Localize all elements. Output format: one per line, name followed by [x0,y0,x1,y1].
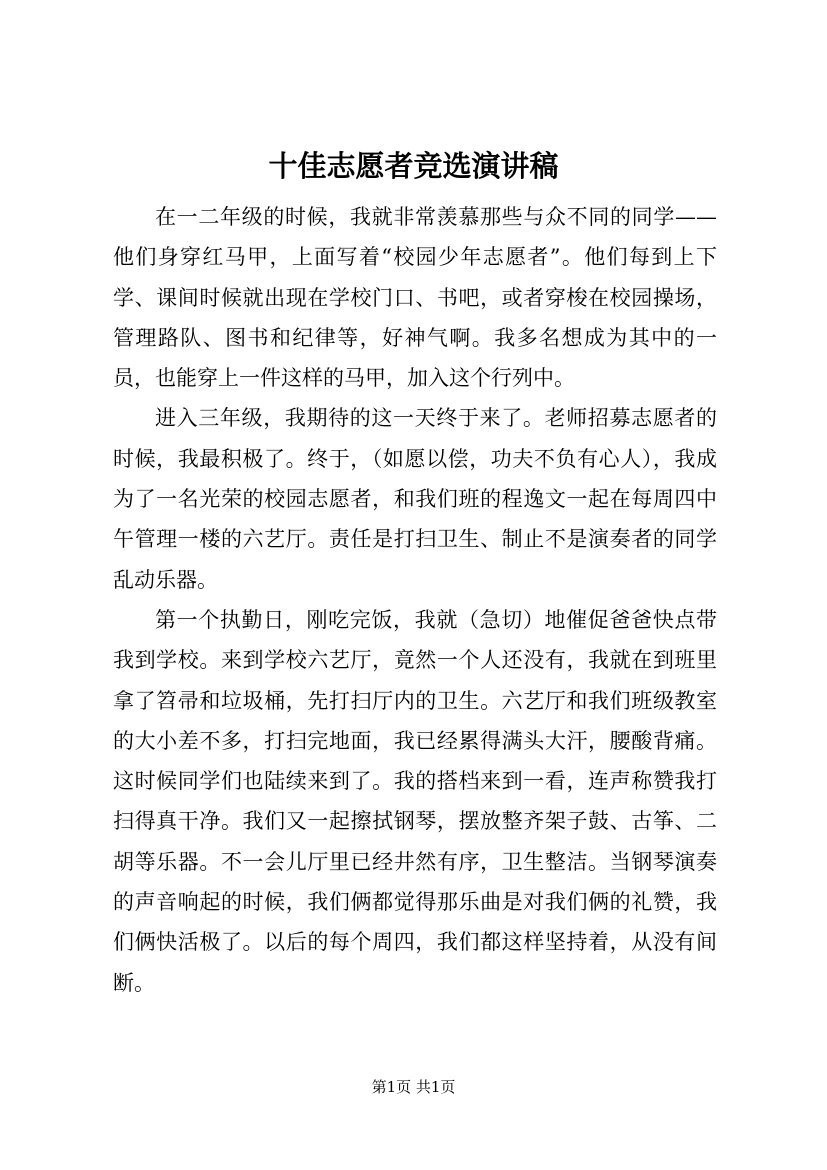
document-title: 十佳志愿者竞选演讲稿 [268,149,559,183]
document-body [113,197,717,1003]
page-footer: 第1页 共1页 [371,1078,456,1096]
paragraph-1: 在一二年级的时候，我就非常羡慕那些与众不同的同学——他们身穿红马甲，上面写着“校园少年志愿者”。他们每到上下学、课间时候就出现在学校门口、书吧，或者穿梭在校园操场，管理路队、图书和纪律等，好神气啊。我多名想成为其中的一员，也能穿上一件这样的马甲，加入这个行列中。 [113,205,717,391]
paragraph-2: 进入三年级，我期待的这一天终于来了。老师招募志愿者的时候，我最积极了。终于，（如愿以偿，功夫不负有心人），我成为了一名光荣的校园志愿者，和我们班的程逸文一起在每周四中午管理一楼的六艺厅。责任是打扫卫生、制止不是演奏者的同学乱动乐器。 [113,406,717,592]
paragraph-3: 第一个执勤日，刚吃完饭，我就（急切）地催促爸爸快点带我到学校。来到学校六艺厅，竟然一个人还没有，我就在到班里拿了笤帚和垃圾桶，先打扫厅内的卫生。六艺厅和我们班级教室的大小差不多，打扫完地面，我已经累得满头大汗，腰酸背痛。这时候同学们也陆续来到了。我的搭档来到一看，连声称赞我打扫得真干净。我们又一起擦拭钢琴，摆放整齐架子鼓、古筝、二胡等乐器。不一会儿厅里已经井然有序，卫生整洁。当钢琴演奏的声音响起的时候，我们俩都觉得那乐曲是对我们俩的礼赞，我们俩快活极了。以后的每个周四，我们都这样坚持着，从没有间断。 [113,607,717,995]
